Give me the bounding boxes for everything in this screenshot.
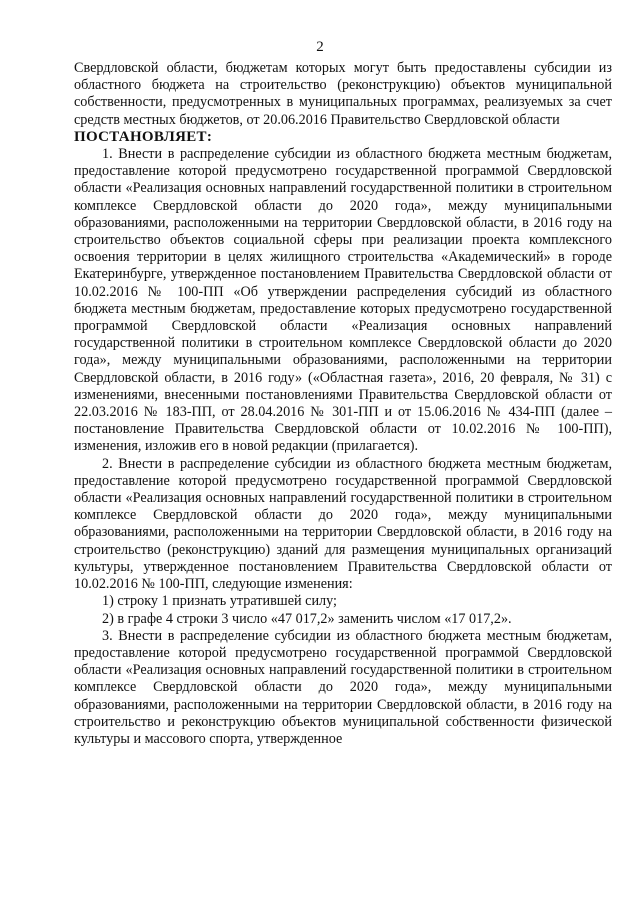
paragraph-2: 2. Внести в распределение субсидии из областного бюджета местным бюджетам, предоставление которой предусмотрено государственной программой Свердловской области «Реализация основных направлений государственной политики в строительном комплексе Свердловской области до 2020 года», между муниципальными образованиями, расположенными на территории Свердловской области, в 2016 году на строительство (реконструкцию) зданий для размещения муниципальных организаций культуры, утвержденное постановлением Правительства Свердловской области от 10.02.2016 № 100-ПП, следующие изменения: xyxy=(74,455,612,593)
sub-item-1: 1) строку 1 признать утратившей силу; xyxy=(102,593,337,610)
paragraph-3: 3. Внести в распределение субсидии из областного бюджета местным бюджетам, предоставление которой предусмотрено государственной программой Свердловской области «Реализация основных направлений государственной политики в строительном комплексе Свердловской области до 2020 года», между муниципальными образованиями, расположенными на территории Свердловской области, в 2016 году на строительство и реконструкцию объектов муниципальной собственности физической культуры и массового спорта, утвержденное xyxy=(74,627,612,747)
intro-paragraph: Свердловской области, бюджетам которых могут быть предоставлены субсидии из областного бюджета на строительство (реконструкцию) объектов муниципальной собственности, предусмотренных в муниципальных программах, реализуемых за счет средств местных бюджетов, от 20.06.2016 Правительство Свердловской области xyxy=(74,60,612,128)
document-body xyxy=(74,60,612,748)
paragraph-1: 1. Внести в распределение субсидии из областного бюджета местным бюджетам, предоставление которой предусмотрено государственной программой Свердловской области «Реализация основных направлений государственной политики в строительном комплексе Свердловской области до 2020 года», между муниципальными образованиями, расположенными на территории Свердловской области, в 2016 году на строительство объектов социальной сферы при реализации проекта комплексного освоения территории в целях жилищного строительства «Академический» в городе Екатеринбурге, утвержденное постановлением Правительства Свердловской области от 10.02.2016 № 100-ПП «Об утверждении распределения субсидий из областного бюджета местным бюджетам, предоставление которых предусмотрено государственной программой Свердловской области «Реализация основных направлений государственной политики в строительном комплексе Свердловской области до 2020 года», между муниципальными образованиями, расположенными на территории Свердловской области, в 2016 году» («Областная газета», 2016, 20 февраля, № 31) с изменениями, внесенными постановлениями Правительства Свердловской области от 22.03.2016 № 183-ПП, от 28.04.2016 № 301-ПП и от 15.06.2016 № 434-ПП (далее – постановление Правительства Свердловской области от 10.02.2016 № 100-ПП), изменения, изложив его в новой редакции (прилагается). xyxy=(74,146,612,455)
page-number: 2 xyxy=(316,39,324,55)
sub-item-2: 2) в графе 4 строки 3 число «47 017,2» заменить числом «17 017,2». xyxy=(102,610,512,627)
resolution-heading: ПОСТАНОВЛЯЕТ: xyxy=(74,128,213,145)
